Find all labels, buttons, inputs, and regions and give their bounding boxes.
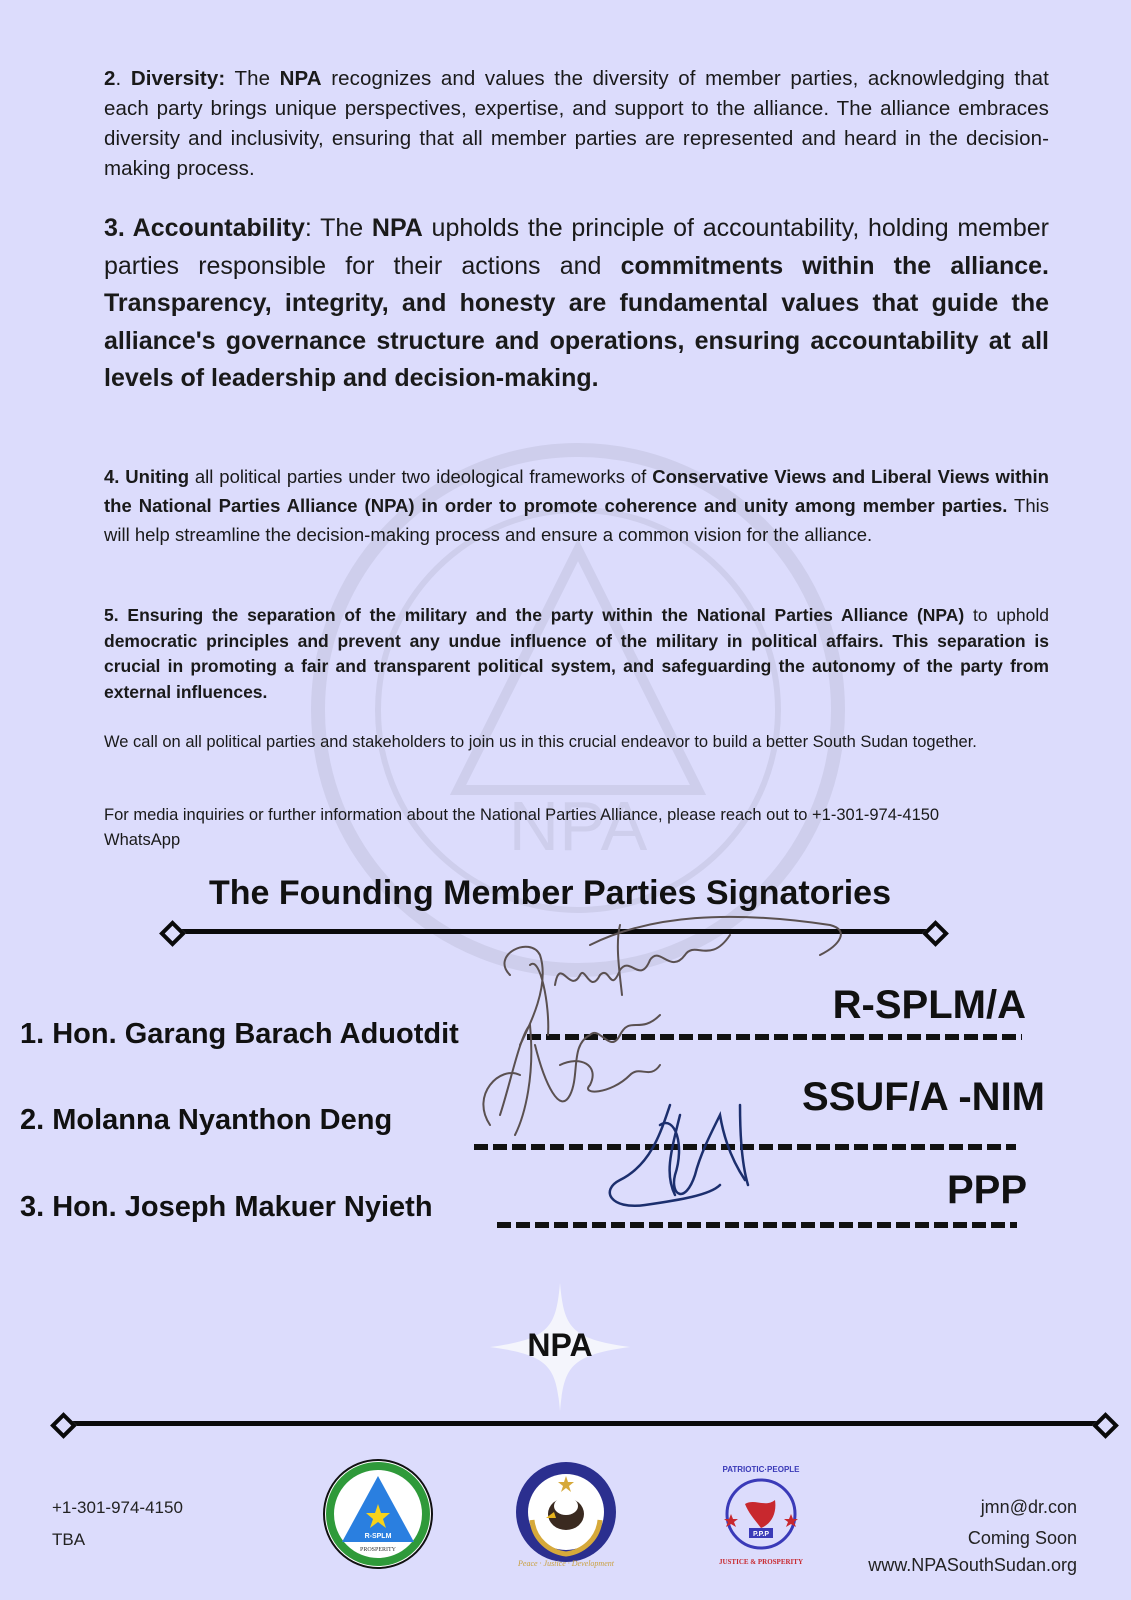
footer-website[interactable]: www.NPASouthSudan.org	[868, 1555, 1077, 1575]
npa-bold: NPA	[279, 67, 322, 90]
footer-phone: +1-301-974-4150	[52, 1498, 183, 1517]
footer-tba: TBA	[52, 1530, 86, 1549]
svg-text:NPA: NPA	[508, 787, 648, 865]
whatsapp-label: WhatsApp	[104, 830, 181, 849]
text: This will help streamline the decision-making process and ensure a common vision for the alliance.	[104, 495, 1049, 545]
text: to uphold	[964, 605, 1050, 625]
svg-text:JUSTICE & PROSPERITY: JUSTICE & PROSPERITY	[718, 1558, 804, 1566]
signatory-name-2: 2. Molanna Nyanthon Deng	[20, 1104, 393, 1136]
call-to-action: We call on all political parties and stakeholders to join us in this crucial endeavor to build a better South Sudan together.	[104, 733, 977, 751]
bold-text: democratic principles and prevent any undue influence of the military in political affairs. This separation is crucial in promoting a fair and transparent political system, and safeguarding the autonomy of the party from external influences.	[104, 630, 1049, 702]
signatory-name-1: 1. Hon. Garang Barach Aduotdit	[20, 1018, 459, 1050]
section-title: 4. Uniting	[104, 466, 190, 487]
logo-r-splm-label: R-SPLM	[364, 1533, 392, 1540]
footer-email[interactable]: jmn@dr.con	[980, 1497, 1077, 1517]
svg-text:PROSPERITY: PROSPERITY	[359, 1547, 397, 1553]
section-uniting	[104, 462, 1049, 549]
npa-bold: NPA	[371, 214, 423, 242]
party-label-2: SSUF/A -NIM	[802, 1075, 1045, 1119]
section-title: Diversity:	[130, 67, 226, 90]
signature-line-1	[527, 1034, 1022, 1040]
footer-diamond-left	[50, 1412, 77, 1439]
footer-coming-soon: Coming Soon	[967, 1528, 1077, 1548]
section-title: 5. Ensuring the separation of the military and the party within the National Parties Alliance (NPA)	[104, 605, 965, 625]
section-accountability	[104, 210, 1049, 398]
footer-divider	[64, 1421, 1109, 1426]
heading-divider	[170, 929, 935, 934]
text: The	[225, 67, 280, 90]
signature-line-3	[497, 1222, 1017, 1228]
signatory-name-3: 3. Hon. Joseph Makuer Nyieth	[20, 1191, 433, 1223]
divider-diamond-right	[922, 920, 949, 947]
signature-2	[483, 1015, 660, 1135]
svg-text:PATRIOTIC·PEOPLE: PATRIOTIC·PEOPLE	[722, 1465, 800, 1474]
footer-diamond-right	[1092, 1412, 1119, 1439]
signature-3	[610, 1105, 748, 1206]
section-title: 3. Accountability	[104, 214, 305, 242]
npa-emblem-text: NPA	[527, 1327, 593, 1363]
divider-diamond-left	[159, 920, 186, 947]
logo-ssufa-nim	[510, 1460, 622, 1572]
section-separation	[104, 603, 1049, 705]
bold-text: Conservative Views and Liberal Views within the National Parties Alliance (NPA) in order to promote coherence and unity among member parties.	[104, 466, 1049, 516]
section-number: 2	[104, 67, 116, 90]
logo-r-splm	[322, 1458, 434, 1570]
text: recognizes and values the diversity of member parties, acknowledging that each party brings unique perspectives, expertise, and support to the alliance. The alliance embraces diversity and inclusivity, ensuring that all member parties are represented and heard in the decision-making process.	[104, 67, 1049, 180]
signature-line-2	[474, 1144, 1016, 1150]
text: all political parties under two ideological frameworks of	[189, 466, 653, 487]
media-text: For media inquiries or further information about the National Parties Alliance, please reach out to +1-301-974-4150	[104, 806, 940, 824]
logo-ppp	[705, 1458, 817, 1570]
media-contact	[104, 803, 1044, 852]
text: : The	[304, 214, 372, 242]
party-label-1: R-SPLM/A	[832, 983, 1026, 1027]
party-label-3: PPP	[946, 1168, 1027, 1212]
text: upholds the principle of accountability, holding member parties responsible for their actions and	[104, 214, 1050, 280]
svg-text:Peace · Justice · Development: Peace · Justice · Development	[518, 1559, 614, 1568]
svg-text:P.P.P: P.P.P	[752, 1531, 770, 1538]
bold-text: commitments within the alliance. Transparency, integrity, and honesty are fundamental values that guide the alliance's governance structure and operations, ensuring accountability at all levels of leadership and decision-making.	[104, 251, 1049, 392]
section-diversity: 2. Diversity: The NPA recognizes and values the diversity of member parties, acknowledging that each party brings unique perspectives, expertise, and support to the alliance. The alliance embraces diversity and inclusivity, ensuring that all member parties are represented and heard in the decision-making process.	[104, 67, 1049, 180]
signatories-heading: The Founding Member Parties Signatories	[209, 874, 891, 912]
